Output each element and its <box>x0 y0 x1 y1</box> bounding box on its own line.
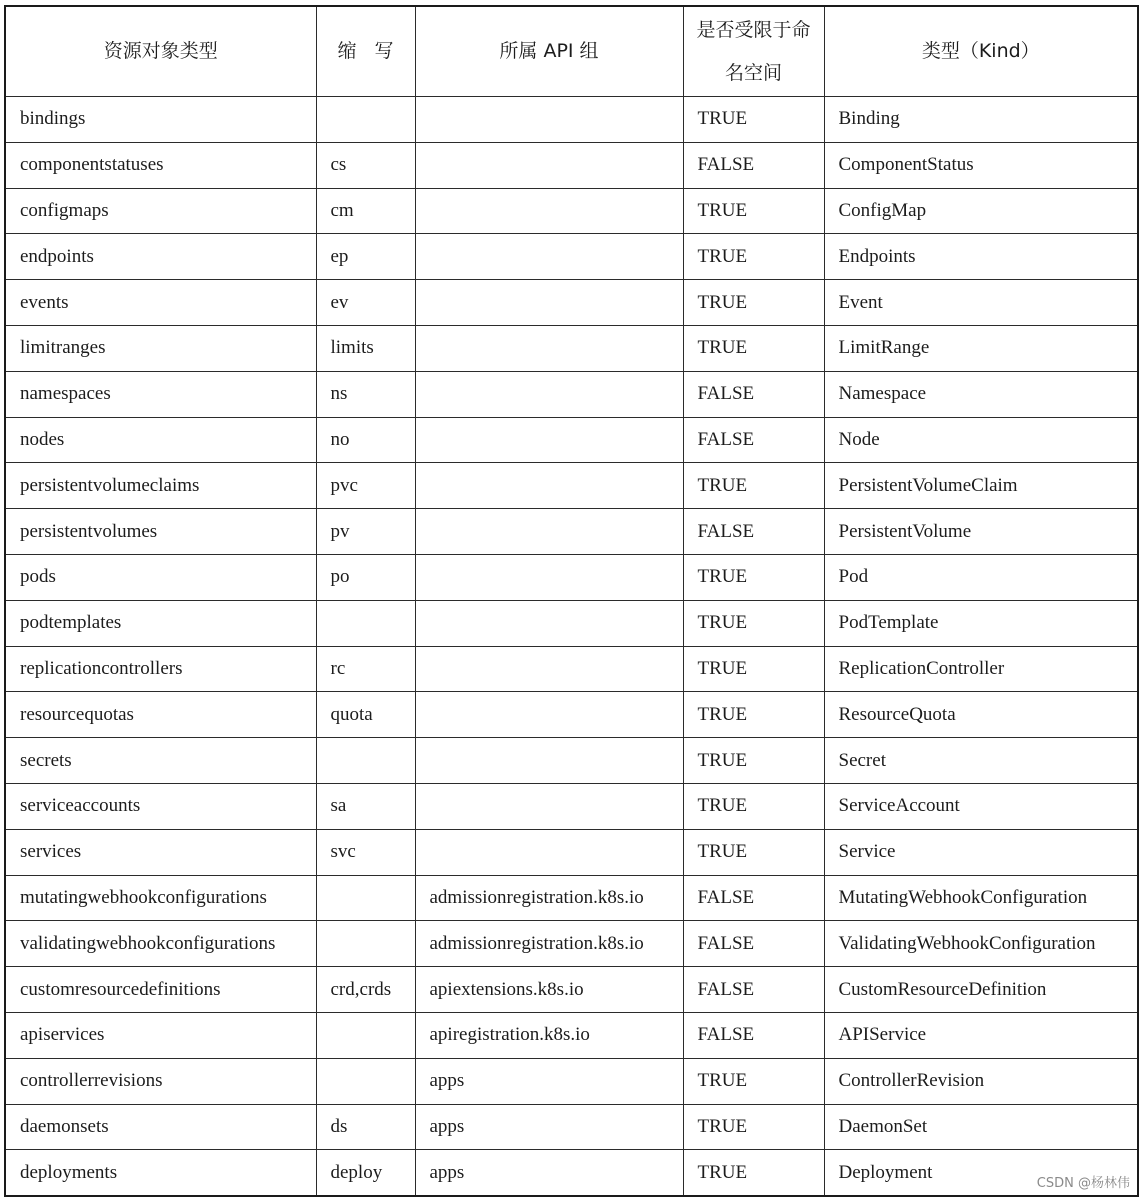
cell-namespaced: TRUE <box>683 554 824 600</box>
cell-abbreviation: pv <box>316 509 415 555</box>
table-row <box>5 829 1138 875</box>
cell-namespaced: TRUE <box>683 738 824 784</box>
cell-api-group <box>415 234 683 280</box>
cell-api-group <box>415 783 683 829</box>
cell-kind: PodTemplate <box>824 600 1138 646</box>
header-row <box>5 6 1138 97</box>
cell-kind: ControllerRevision <box>824 1058 1138 1104</box>
cell-abbreviation: sa <box>316 783 415 829</box>
cell-api-group: apiregistration.k8s.io <box>415 1012 683 1058</box>
header-api-group: 所属 API 组 <box>415 6 683 97</box>
cell-namespaced: FALSE <box>683 417 824 463</box>
cell-abbreviation <box>316 738 415 784</box>
cell-kind: LimitRange <box>824 325 1138 371</box>
cell-abbreviation: no <box>316 417 415 463</box>
cell-resource-type: componentstatuses <box>5 142 316 188</box>
cell-resource-type: secrets <box>5 738 316 784</box>
header-abbreviation <box>316 6 415 97</box>
cell-resource-type: podtemplates <box>5 600 316 646</box>
cell-api-group <box>415 738 683 784</box>
table-row <box>5 1150 1138 1196</box>
cell-abbreviation <box>316 1058 415 1104</box>
table-row <box>5 280 1138 326</box>
cell-api-group <box>415 417 683 463</box>
cell-namespaced: TRUE <box>683 829 824 875</box>
cell-abbreviation: ep <box>316 234 415 280</box>
cell-abbreviation <box>316 921 415 967</box>
cell-namespaced: TRUE <box>683 280 824 326</box>
cell-api-group <box>415 325 683 371</box>
cell-resource-type: apiservices <box>5 1012 316 1058</box>
cell-kind: PersistentVolumeClaim <box>824 463 1138 509</box>
cell-abbreviation: limits <box>316 325 415 371</box>
cell-kind: ConfigMap <box>824 188 1138 234</box>
cell-abbreviation: po <box>316 554 415 600</box>
cell-resource-type: configmaps <box>5 188 316 234</box>
cell-abbreviation: crd,crds <box>316 967 415 1013</box>
table-row <box>5 600 1138 646</box>
cell-namespaced: TRUE <box>683 188 824 234</box>
cell-resource-type: endpoints <box>5 234 316 280</box>
cell-api-group <box>415 142 683 188</box>
cell-abbreviation: deploy <box>316 1150 415 1196</box>
table-row <box>5 325 1138 371</box>
cell-abbreviation <box>316 97 415 143</box>
table-row <box>5 417 1138 463</box>
cell-kind: ValidatingWebhookConfiguration <box>824 921 1138 967</box>
cell-namespaced: FALSE <box>683 1012 824 1058</box>
cell-resource-type: pods <box>5 554 316 600</box>
cell-api-group <box>415 600 683 646</box>
cell-namespaced: TRUE <box>683 600 824 646</box>
cell-api-group <box>415 97 683 143</box>
cell-abbreviation: quota <box>316 692 415 738</box>
cell-abbreviation: svc <box>316 829 415 875</box>
table-row <box>5 967 1138 1013</box>
cell-abbreviation: pvc <box>316 463 415 509</box>
cell-resource-type: controllerrevisions <box>5 1058 316 1104</box>
cell-kind: Binding <box>824 97 1138 143</box>
table-row <box>5 463 1138 509</box>
cell-namespaced: FALSE <box>683 142 824 188</box>
cell-abbreviation <box>316 1012 415 1058</box>
cell-resource-type: namespaces <box>5 371 316 417</box>
cell-namespaced: TRUE <box>683 97 824 143</box>
cell-api-group: admissionregistration.k8s.io <box>415 875 683 921</box>
cell-namespaced: TRUE <box>683 692 824 738</box>
cell-abbreviation: rc <box>316 646 415 692</box>
cell-api-group <box>415 692 683 738</box>
cell-resource-type: events <box>5 280 316 326</box>
cell-namespaced: TRUE <box>683 1058 824 1104</box>
table-row <box>5 142 1138 188</box>
cell-kind: ServiceAccount <box>824 783 1138 829</box>
cell-kind: DaemonSet <box>824 1104 1138 1150</box>
cell-namespaced: FALSE <box>683 921 824 967</box>
cell-namespaced: TRUE <box>683 783 824 829</box>
cell-resource-type: replicationcontrollers <box>5 646 316 692</box>
cell-api-group <box>415 646 683 692</box>
table-row <box>5 509 1138 555</box>
cell-namespaced: FALSE <box>683 967 824 1013</box>
cell-namespaced: TRUE <box>683 646 824 692</box>
table-row <box>5 646 1138 692</box>
cell-api-group: apps <box>415 1150 683 1196</box>
cell-resource-type: customresourcedefinitions <box>5 967 316 1013</box>
cell-api-group: apiextensions.k8s.io <box>415 967 683 1013</box>
cell-kind: Event <box>824 280 1138 326</box>
cell-kind: Secret <box>824 738 1138 784</box>
cell-resource-type: mutatingwebhookconfigurations <box>5 875 316 921</box>
header-resource-type: 资源对象类型 <box>5 6 316 97</box>
cell-namespaced: TRUE <box>683 234 824 280</box>
cell-abbreviation: cs <box>316 142 415 188</box>
cell-resource-type: nodes <box>5 417 316 463</box>
cell-api-group <box>415 463 683 509</box>
cell-api-group: admissionregistration.k8s.io <box>415 921 683 967</box>
cell-resource-type: persistentvolumeclaims <box>5 463 316 509</box>
cell-kind: PersistentVolume <box>824 509 1138 555</box>
cell-abbreviation: ns <box>316 371 415 417</box>
cell-api-group <box>415 509 683 555</box>
cell-kind: Service <box>824 829 1138 875</box>
cell-abbreviation: cm <box>316 188 415 234</box>
cell-resource-type: bindings <box>5 97 316 143</box>
cell-namespaced: FALSE <box>683 509 824 555</box>
table-row <box>5 371 1138 417</box>
table-header <box>5 6 1138 97</box>
cell-api-group <box>415 280 683 326</box>
cell-namespaced: TRUE <box>683 1150 824 1196</box>
cell-namespaced: TRUE <box>683 325 824 371</box>
table-row <box>5 97 1138 143</box>
cell-api-group <box>415 829 683 875</box>
cell-abbreviation <box>316 600 415 646</box>
cell-api-group <box>415 554 683 600</box>
cell-kind: Node <box>824 417 1138 463</box>
cell-resource-type: persistentvolumes <box>5 509 316 555</box>
table-row <box>5 692 1138 738</box>
cell-kind: Endpoints <box>824 234 1138 280</box>
header-namespaced: 是否受限于命名空间 <box>683 6 824 97</box>
cell-namespaced: TRUE <box>683 463 824 509</box>
header-kind: 类型（Kind） <box>824 6 1138 97</box>
cell-namespaced: FALSE <box>683 875 824 921</box>
table-row <box>5 1012 1138 1058</box>
cell-resource-type: deployments <box>5 1150 316 1196</box>
cell-resource-type: limitranges <box>5 325 316 371</box>
cell-resource-type: resourcequotas <box>5 692 316 738</box>
table-row <box>5 1104 1138 1150</box>
table-row <box>5 188 1138 234</box>
cell-kind: CustomResourceDefinition <box>824 967 1138 1013</box>
cell-kind: Deployment <box>824 1150 1138 1196</box>
cell-namespaced: TRUE <box>683 1104 824 1150</box>
table-body <box>5 97 1138 1197</box>
cell-kind: Pod <box>824 554 1138 600</box>
watermark: CSDN @杨林伟 <box>1035 1171 1132 1192</box>
cell-kind: MutatingWebhookConfiguration <box>824 875 1138 921</box>
cell-namespaced: FALSE <box>683 371 824 417</box>
cell-resource-type: daemonsets <box>5 1104 316 1150</box>
cell-kind: ComponentStatus <box>824 142 1138 188</box>
cell-abbreviation <box>316 875 415 921</box>
table-row <box>5 783 1138 829</box>
cell-api-group <box>415 188 683 234</box>
table-row <box>5 738 1138 784</box>
cell-api-group <box>415 371 683 417</box>
table-row <box>5 921 1138 967</box>
table-row <box>5 875 1138 921</box>
header-abbreviation-label: 缩写 <box>337 40 412 62</box>
cell-resource-type: validatingwebhookconfigurations <box>5 921 316 967</box>
cell-resource-type: serviceaccounts <box>5 783 316 829</box>
cell-kind: APIService <box>824 1012 1138 1058</box>
cell-kind: Namespace <box>824 371 1138 417</box>
cell-api-group: apps <box>415 1104 683 1150</box>
cell-abbreviation: ev <box>316 280 415 326</box>
resource-types-table <box>4 5 1139 1197</box>
table-row <box>5 234 1138 280</box>
table-row <box>5 554 1138 600</box>
table-row <box>5 1058 1138 1104</box>
cell-kind: ResourceQuota <box>824 692 1138 738</box>
cell-api-group: apps <box>415 1058 683 1104</box>
cell-kind: ReplicationController <box>824 646 1138 692</box>
cell-resource-type: services <box>5 829 316 875</box>
cell-abbreviation: ds <box>316 1104 415 1150</box>
